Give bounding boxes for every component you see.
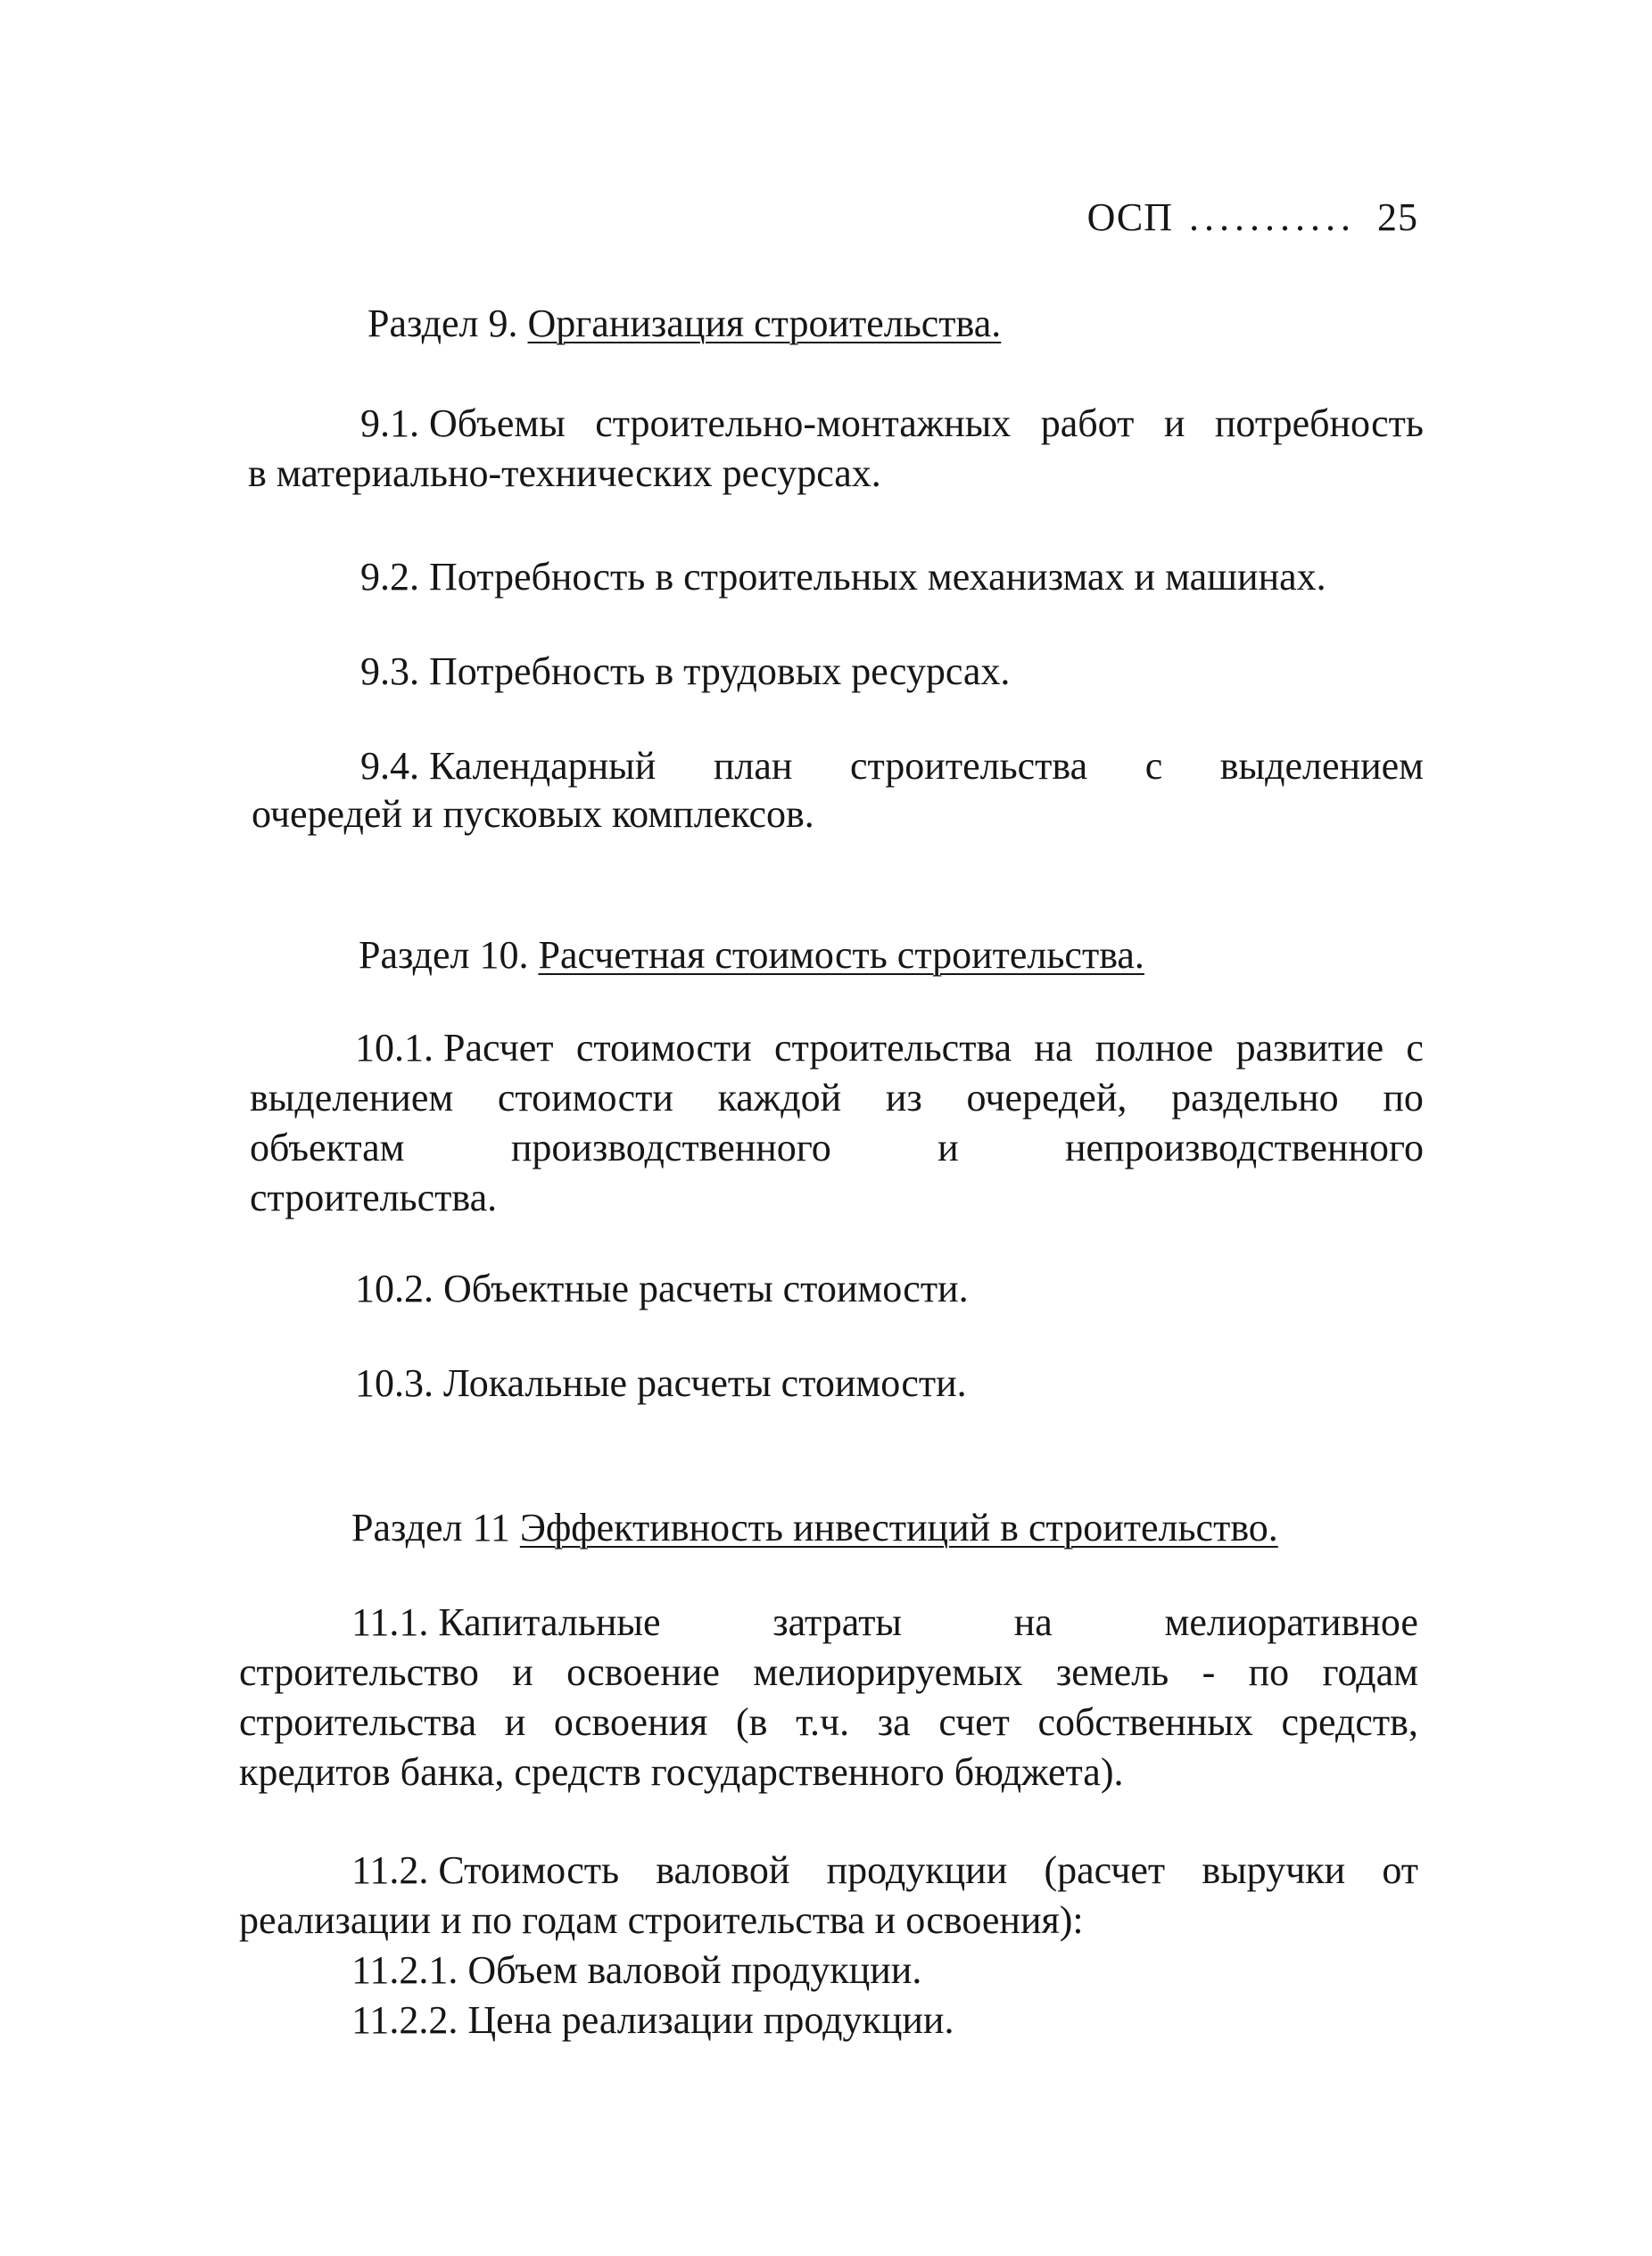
section-11-label: Раздел 11 — [351, 1506, 510, 1549]
word: освоение — [566, 1650, 720, 1694]
word: и — [512, 1650, 533, 1694]
document-code: ОСП — [1086, 195, 1173, 239]
item-11-2-2: 11.2.2. Цена реализации продукции. — [351, 1998, 954, 2042]
word: (в — [736, 1700, 768, 1744]
item-11-1-line-4: кредитов банка, средств государственного бюджета). — [239, 1750, 1124, 1794]
word: выделением — [250, 1076, 454, 1120]
item-10-1-line-3 — [250, 1124, 1424, 1172]
word: земель — [1055, 1650, 1169, 1694]
item-9-1-line-2: в материально-технических ресурсах. — [248, 451, 881, 495]
word: полное — [1094, 1026, 1214, 1070]
word: затраты — [772, 1600, 902, 1644]
word: 11.1. Капитальные — [351, 1600, 661, 1644]
item-10-2: 10.2. Объектные расчеты стоимости. — [355, 1267, 969, 1310]
word: 9.1. Объемы — [360, 401, 566, 445]
word: освоения — [553, 1700, 708, 1744]
word: непроизводственного — [1064, 1126, 1424, 1169]
word: производственного — [510, 1126, 831, 1169]
item-11-1-line-2 — [239, 1649, 1418, 1697]
word: раздельно — [1171, 1076, 1339, 1120]
section-9-title: Организация строительства. — [527, 302, 1002, 345]
word: с — [1406, 1026, 1424, 1070]
word: по — [1383, 1076, 1424, 1120]
word: на — [1013, 1600, 1053, 1644]
word: (расчет — [1044, 1848, 1166, 1892]
word: счет — [938, 1700, 1010, 1744]
word: валовой — [656, 1848, 790, 1892]
section-10-title: Расчетная стоимость строительства. — [538, 933, 1144, 977]
word: развитие — [1235, 1026, 1384, 1070]
item-11-1-line-3 — [239, 1698, 1418, 1747]
word: каждой — [717, 1076, 842, 1120]
item-11-2-1: 11.2.1. Объем валовой продукции. — [351, 1948, 922, 1992]
word: выручки — [1202, 1848, 1346, 1892]
word: средств, — [1281, 1700, 1418, 1744]
section-9-label: Раздел 9. — [368, 302, 518, 345]
word: план — [713, 744, 793, 788]
word: с — [1144, 744, 1163, 788]
word: на — [1034, 1026, 1073, 1070]
word: строительства — [850, 744, 1088, 788]
word: и — [1163, 401, 1185, 445]
item-9-3: 9.3. Потребность в трудовых ресурсах. — [360, 649, 1011, 693]
word: т.ч. — [796, 1700, 850, 1744]
item-9-1-line-1 — [360, 400, 1424, 448]
word: строительства — [239, 1700, 477, 1744]
word: годам — [1322, 1650, 1418, 1694]
page-number: 25 — [1377, 195, 1418, 239]
word: собственных — [1037, 1700, 1253, 1744]
section-10-label: Раздел 10. — [359, 933, 529, 977]
item-9-2: 9.2. Потребность в строительных механизмах и машинах. — [360, 555, 1326, 599]
section-10-heading — [359, 931, 1144, 979]
section-11-title: Эффективность инвестиций в строительство. — [519, 1506, 1278, 1549]
word: и — [938, 1126, 959, 1169]
word: по — [1248, 1650, 1290, 1694]
item-11-2-line-1 — [351, 1847, 1418, 1895]
word: строительство — [239, 1650, 479, 1694]
section-11-heading — [351, 1504, 1278, 1552]
word: строительно-монтажных — [595, 401, 1012, 445]
word: потребность — [1214, 401, 1424, 445]
item-10-3: 10.3. Локальные расчеты стоимости. — [355, 1361, 967, 1405]
word: из — [885, 1076, 922, 1120]
word: за — [877, 1700, 911, 1744]
word: от — [1382, 1848, 1418, 1892]
item-10-1-line-4: строительства. — [250, 1176, 498, 1219]
word: стоимости — [575, 1026, 752, 1070]
page-header — [1087, 194, 1418, 240]
word: мелиорируемых — [753, 1650, 1023, 1694]
word: выделением — [1219, 744, 1424, 788]
item-10-1-line-2 — [250, 1074, 1424, 1122]
section-9-heading — [368, 300, 1001, 348]
word: 11.2. Стоимость — [351, 1848, 620, 1892]
item-9-4-line-1 — [360, 742, 1424, 790]
word: очередей, — [966, 1076, 1127, 1120]
item-9-4-line-2: очередей и пусковых комплексов. — [252, 792, 814, 836]
word: объектам — [250, 1126, 405, 1169]
item-11-1-line-1 — [351, 1599, 1418, 1647]
item-10-1-line-1 — [355, 1024, 1424, 1072]
word: и — [504, 1700, 526, 1744]
word: строительства — [774, 1026, 1012, 1070]
word: 10.1. Расчет — [355, 1026, 554, 1070]
word: стоимости — [497, 1076, 673, 1120]
header-dots: ........... — [1189, 195, 1356, 239]
word: 9.4. Календарный — [360, 744, 657, 788]
word: продукции — [826, 1848, 1008, 1892]
word: мелиоративное — [1164, 1600, 1418, 1644]
word: - — [1202, 1650, 1216, 1694]
item-11-2-line-2: реализации и по годам строительства и освоения): — [239, 1898, 1084, 1942]
word: работ — [1040, 401, 1135, 445]
